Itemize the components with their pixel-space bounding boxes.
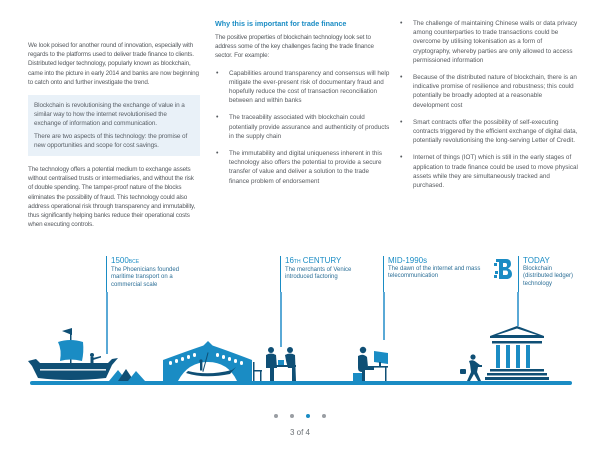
ground-line: [30, 381, 572, 385]
list-item: • Because of the distributed nature of blockchain, there is an indicative promise of resilience and robustness; this could potentially be broadly adopted at a reasonable development cost: [400, 74, 577, 109]
list-item: • Capabilities around transparency and consensus will help mitigate the ever-present risk of documentary fraud and hopefully reduce the cost of transaction reconciliation between and within banks: [216, 69, 390, 105]
timeline-item-today: [518, 256, 588, 292]
list-item: • The traceability associated with blockchain could potentially provide assurance and authenticity of products in the supply chain: [216, 114, 390, 140]
page-dot-1[interactable]: [274, 414, 278, 418]
timeline-desc: The Phoenicians founded maritime transport on a commercial scale: [111, 267, 180, 288]
bullet-icon: •: [400, 118, 403, 126]
bullet-icon: •: [216, 69, 219, 77]
column-1: [28, 41, 200, 237]
page-number: 3 of 4: [289, 428, 310, 437]
timeline-year: MID-1990s: [388, 256, 428, 265]
list-item: • The challenge of maintaining Chinese walls or data privacy among counterparties to trade transactions could be overcome by utilising tokenisation as a form of cryptography, whereby parties are only allowed to access permissioned information: [400, 20, 578, 64]
timeline-desc: The merchants of Venice introduced factoring: [285, 267, 352, 281]
column-3: [399, 19, 579, 198]
timeline-illustration: [0, 290, 600, 390]
bullet-icon: •: [400, 154, 403, 162]
callout-text-1: Blockchain is revolutionising the exchange of value in a similar way to how the internet revolutionised the exchange of information and communication.: [34, 102, 185, 128]
blockchain-logo-icon: [494, 258, 514, 280]
page-dot-4[interactable]: [322, 414, 326, 418]
section-intro: The positive properties of blockchain technology look set to address some of the key challenges facing the trade finance sector. For example:: [215, 34, 374, 60]
timeline-desc: Blockchain (distributed ledger) technology: [523, 266, 574, 287]
merchants-icon: [253, 347, 296, 381]
pyramids-icon: [109, 369, 145, 381]
callout-box: [28, 95, 200, 156]
callout-text-2: There are two aspects of this technology: the promise of new opportunities and scope for cost savings.: [34, 132, 188, 149]
bullet-icon: •: [216, 150, 219, 158]
ship-icon: [28, 328, 118, 380]
column-2: [215, 19, 390, 194]
page-dot-3-active[interactable]: [306, 414, 310, 418]
timeline-year: 16TH CENTURY: [285, 256, 342, 265]
bank-building-icon: [485, 326, 549, 380]
intro-paragraph: We look poised for another round of innovation, especially with regards to the platforms used to deliver trade finance to clients. Distributed ledger technology, popularly known as blockchain, came into the picture in early 2014 and banks are now beginning to catch onto and further investigate the trend.: [28, 42, 199, 86]
page-dot-2[interactable]: [290, 414, 294, 418]
timeline-item-1500bce: [106, 256, 216, 292]
list-item: • The immutability and digital uniqueness inherent in this technology also offers the potential to provide a secure transfer of value and deliver a solution to the trade finance problem of endorsement: [216, 150, 382, 185]
list-item: • Internet of things (IOT) which is still in the early stages of application to trade finance could be used to move physical assets while they are simultaneously tracked and purchased.: [400, 154, 578, 190]
bullet-list: [399, 19, 579, 190]
bullet-icon: •: [400, 20, 403, 27]
computer-user-icon: [353, 347, 388, 381]
list-item: • Smart contracts offer the possibility of self-executing contracts triggered by the efficient exchange of digital data, potentially revolutionising the long-serving Letter of Credit.: [400, 118, 578, 145]
timeline-desc: The dawn of the internet and mass telecommunication: [388, 266, 481, 280]
timeline-year: 1500BCE: [111, 256, 140, 265]
timeline-item-mid-1990s: [383, 256, 493, 292]
body-paragraph: The technology offers a potential medium to exchange assets without centralised trusts or intermediaries, and without the risk of double spending. The tamper-proof nature of the blocks eliminates the possibility of fraud. This technology could also address operational risk through transparency and immutability, thus significantly helping banks reduce their operational costs when executing controls.: [28, 166, 196, 229]
bullet-list: [215, 69, 390, 186]
timeline-item-16th-century: [280, 256, 380, 292]
timeline-year: TODAY: [523, 256, 550, 265]
section-title: Why this is important for trade finance: [215, 19, 347, 28]
walking-person-icon: [460, 354, 482, 381]
bullet-icon: •: [400, 74, 403, 82]
bullet-icon: •: [216, 114, 219, 122]
pagination-dots: [270, 414, 330, 418]
